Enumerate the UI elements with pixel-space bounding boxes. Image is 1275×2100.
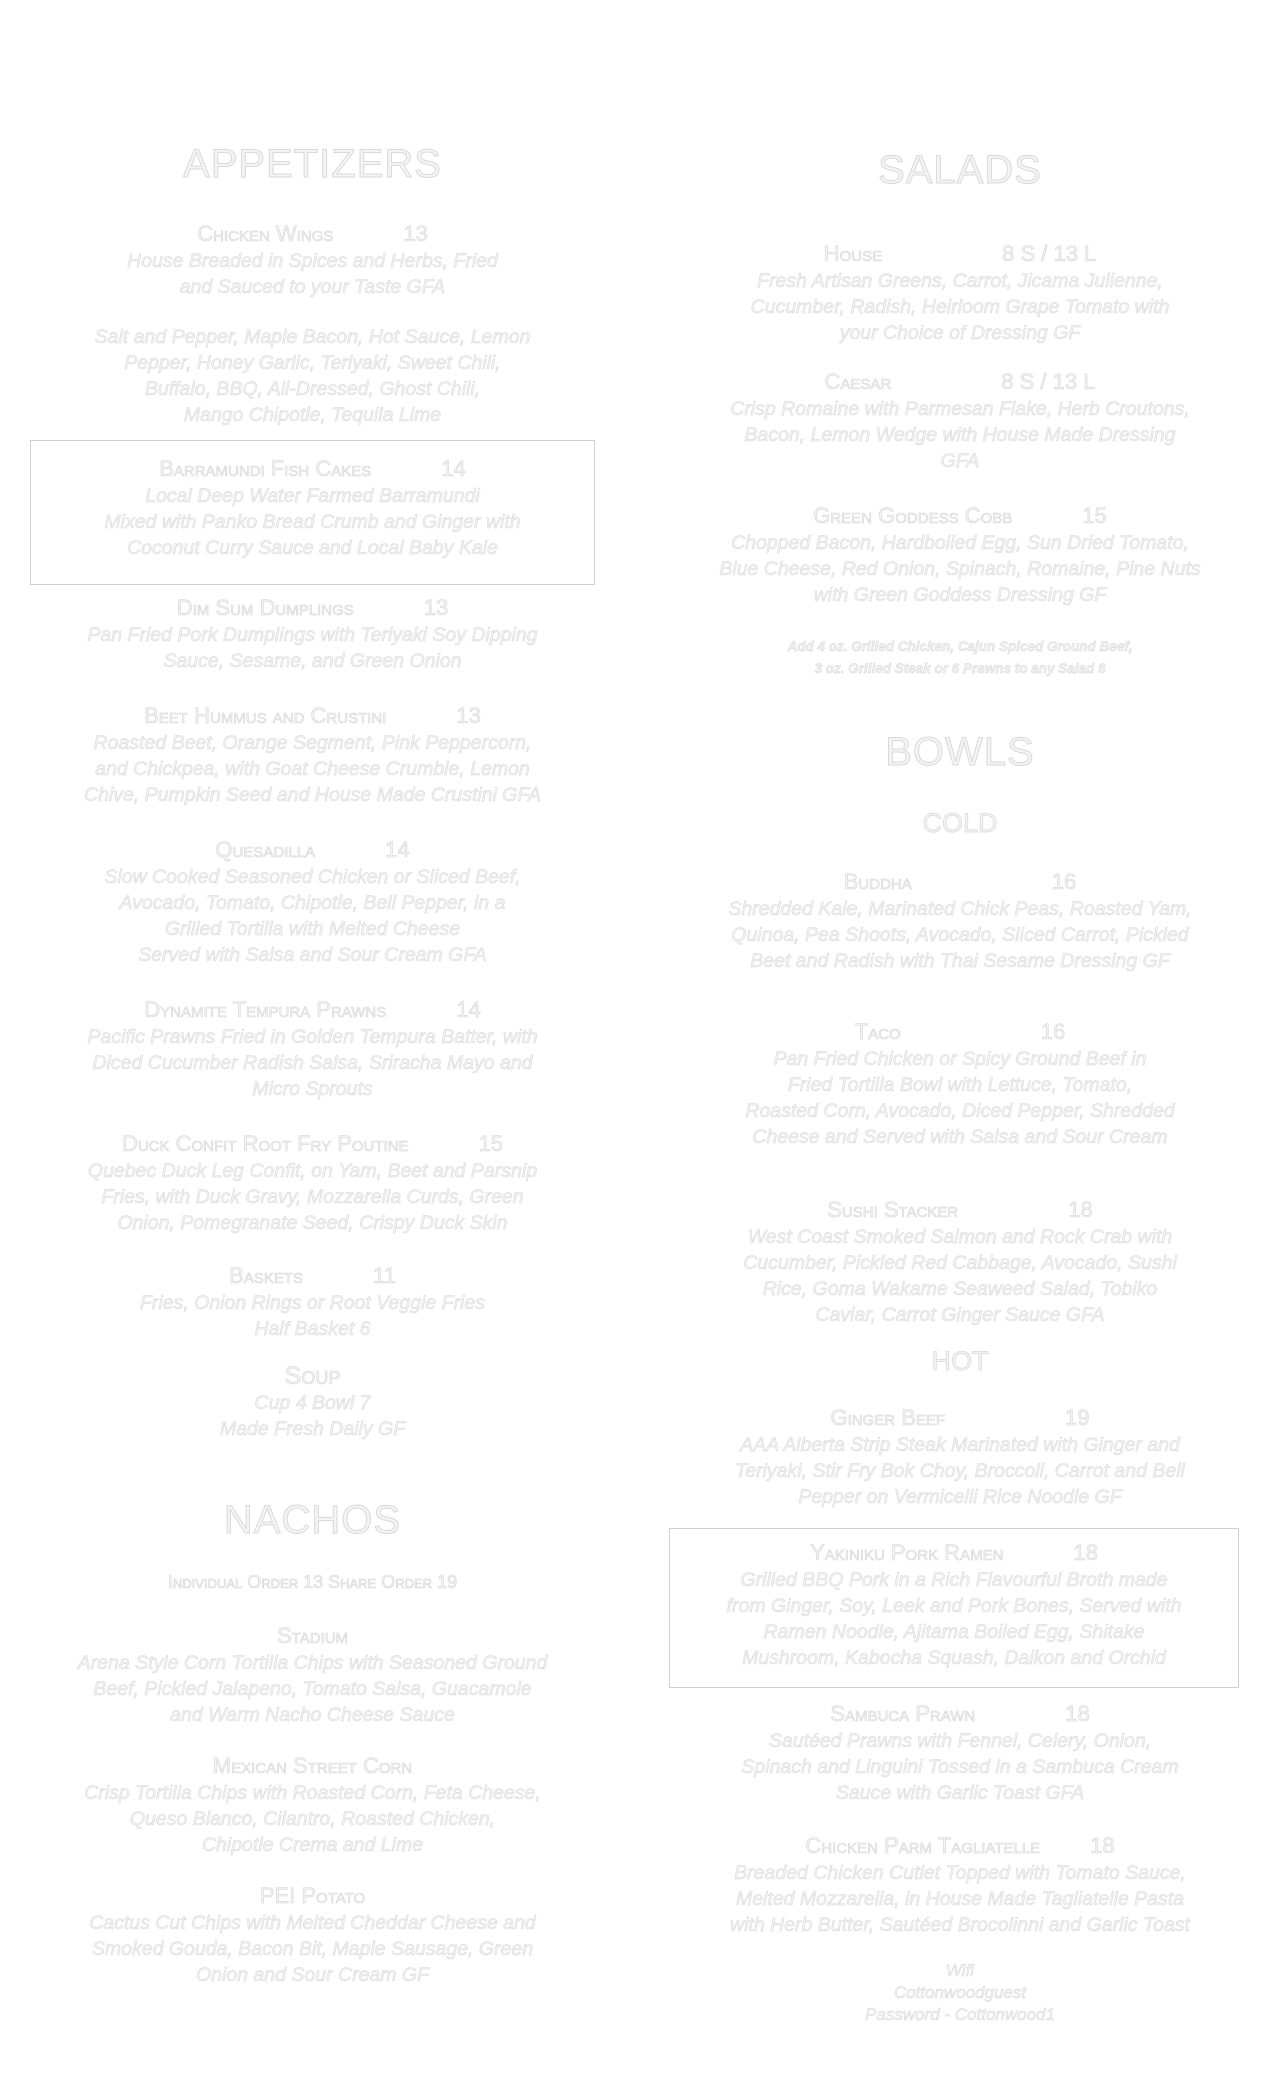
wifi-password: Password - Cottonwood1 bbox=[865, 2005, 1055, 2024]
item-name: Stadium bbox=[276, 1623, 349, 1648]
menu-item-fish-cakes bbox=[30, 440, 595, 585]
menu-item-dumplings bbox=[30, 594, 595, 674]
appetizers-title: APPETIZERS bbox=[183, 142, 442, 186]
item-name: Chicken Wings bbox=[197, 221, 334, 246]
item-description: Quebec Duck Leg Confit, on Yam, Beet and Parsnip Fries, with Duck Gravy, Mozzarella Curds, Green Onion, Pomegranate Seed, Crispy Duck Skin bbox=[87, 1160, 538, 1234]
item-name: Sushi Stacker bbox=[827, 1197, 959, 1222]
item-description: Pan Fried Chicken or Spicy Ground Beef in Fried Tortilla Bowl with Lettuce, Tomato, Roasted Corn, Avocado, Diced Pepper, Shredded Cheese and Served with Salsa and Sour Cream bbox=[745, 1048, 1175, 1148]
item-description: Pacific Prawns Fried in Golden Tempura Batter, with Diced Cucumber Radish Salsa, Sriracha Mayo and Micro Sprouts bbox=[87, 1026, 538, 1100]
item-name: Taco bbox=[854, 1019, 901, 1044]
item-price: 13 bbox=[423, 595, 449, 620]
cold-subtitle: COLD bbox=[922, 808, 998, 838]
item-description: Roasted Beet, Orange Segment, Pink Peppercorn, and Chickpea, with Goat Cheese Crumble, Lemon Chive, Pumpkin Seed and House Made Crustini GFA bbox=[83, 732, 542, 806]
bowls-title: BOWLS bbox=[885, 730, 1035, 774]
menu-item-chicken-wings bbox=[30, 220, 595, 428]
item-name: Dim Sum Dumplings bbox=[176, 595, 354, 620]
salad-add-on-note: Add 4 oz. Grilled Chicken, Cajun Spiced Ground Beef, 3 oz. Grilled Steak or 6 Prawns to any Salad 6 bbox=[787, 639, 1133, 676]
hot-subtitle: HOT bbox=[931, 1346, 989, 1376]
menu-item-ginger-beef bbox=[675, 1404, 1245, 1510]
item-price: 15 bbox=[478, 1131, 504, 1156]
item-name: Green Goddess Cobb bbox=[813, 503, 1013, 528]
item-description: Fries, Onion Rings or Root Veggie Fries Half Basket 6 bbox=[139, 1292, 485, 1340]
menu-item-baskets bbox=[30, 1262, 595, 1342]
nachos-order-prices bbox=[30, 1568, 595, 1596]
item-description: Slow Cooked Seasoned Chicken or Sliced Beef, Avocado, Tomato, Chipotle, Bell Pepper, in a Grilled Tortilla with Melted Cheese Served with Salsa and Sour Cream GFA bbox=[104, 866, 521, 966]
item-price: 8 S / 13 L bbox=[1002, 241, 1097, 266]
menu-item-quesadilla bbox=[30, 836, 595, 968]
item-price: 18 bbox=[1068, 1197, 1093, 1222]
item-description: Crisp Romaine with Parmesan Flake, Herb Croutons, Bacon, Lemon Wedge with House Made Dressing GFA bbox=[730, 398, 1190, 472]
item-name: Chicken Parm Tagliatelle bbox=[805, 1833, 1041, 1858]
item-price: 14 bbox=[456, 997, 481, 1022]
item-price: 8 S / 13 L bbox=[1001, 369, 1096, 394]
item-description: Chopped Bacon, Hardboiled Egg, Sun Dried Tomato, Blue Cheese, Red Onion, Spinach, Romaine, Pine Nuts with Green Goddess Dressing GF bbox=[719, 532, 1201, 606]
item-price: 13 bbox=[456, 703, 481, 728]
item-description: Cactus Cut Chips with Melted Cheddar Cheese and Smoked Gouda, Bacon Bit, Maple Sausage, Green Onion and Sour Cream GF bbox=[89, 1912, 536, 1986]
item-description: Cup 4 Bowl 7 Made Fresh Daily GF bbox=[219, 1392, 406, 1440]
menu-item-sushi-stacker bbox=[675, 1196, 1245, 1328]
item-price: 18 bbox=[1090, 1833, 1115, 1858]
item-price: 18 bbox=[1073, 1540, 1098, 1565]
menu-item-pei-potato bbox=[30, 1882, 595, 1988]
item-price: 13 bbox=[403, 221, 428, 246]
item-description: Sautéed Prawns with Fennel, Celery, Onion, Spinach and Linguini Tossed in a Sambuca Cream Sauce with Garlic Toast GFA bbox=[741, 1730, 1179, 1804]
item-price: 18 bbox=[1065, 1701, 1090, 1726]
item-description: West Coast Smoked Salmon and Rock Crab with Cucumber, Pickled Red Cabbage, Avocado, Sushi Rice, Goma Wakame Seaweed Salad, Tobiko Caviar, Carrot Ginger Sauce GFA bbox=[743, 1226, 1177, 1326]
item-name: Caesar bbox=[824, 369, 892, 394]
item-description: Local Deep Water Farmed Barramundi Mixed with Panko Bread Crumb and Ginger with Coconut Curry Sauce and Local Baby Kale bbox=[104, 485, 521, 559]
item-name: Beet Hummus and Crustini bbox=[144, 703, 387, 728]
menu-item-stadium bbox=[30, 1622, 595, 1728]
item-description: AAA Alberta Strip Steak Marinated with Ginger and Teriyaki, Stir Fry Bok Choy, Broccoli, Carrot and Bell Pepper on Vermicelli Rice Noodle GF bbox=[735, 1434, 1185, 1508]
item-name: House bbox=[823, 241, 883, 266]
item-description: House Breaded in Spices and Herbs, Fried and Sauced to your Taste GFA bbox=[127, 250, 498, 298]
item-description: Crisp Tortilla Chips with Roasted Corn, Feta Cheese, Queso Blanco, Cilantro, Roasted Chicken, Chipotle Crema and Lime bbox=[84, 1782, 541, 1856]
order-line: Individual Order 13 Share Order 19 bbox=[167, 1572, 458, 1592]
menu-item-buddha-bowl bbox=[675, 868, 1245, 974]
menu-item-soup bbox=[30, 1362, 595, 1442]
item-price: 14 bbox=[441, 456, 466, 481]
menu-item-poutine bbox=[30, 1130, 595, 1236]
menu-item-pork-ramen bbox=[669, 1528, 1239, 1688]
wifi-network: Cottonwoodguest bbox=[893, 1983, 1027, 2002]
item-price: 14 bbox=[385, 837, 410, 862]
item-name: Buddha bbox=[843, 869, 912, 894]
item-price: 16 bbox=[1051, 869, 1077, 894]
item-price: 11 bbox=[373, 1263, 396, 1288]
item-name: Soup bbox=[284, 1362, 341, 1390]
menu-item-tempura-prawns bbox=[30, 996, 595, 1102]
item-description: Fresh Artisan Greens, Carrot, Jicama Julienne, Cucumber, Radish, Heirloom Grape Tomato with your Choice of Dressing GF bbox=[750, 270, 1170, 344]
nachos-title: NACHOS bbox=[223, 1498, 402, 1542]
menu-item-taco-bowl bbox=[675, 1018, 1245, 1150]
menu-item-cobb-salad bbox=[675, 502, 1245, 608]
wifi-label: Wifi bbox=[945, 1961, 975, 1980]
item-description: Breaded Chicken Cutlet Topped with Tomato Sauce, Melted Mozzarella, in House Made Tagliatelle Pasta with Herb Butter, Sautéed Brocolinni and Garlic Toast bbox=[730, 1862, 1190, 1936]
item-description: Shredded Kale, Marinated Chick Peas, Roasted Yam, Quinoa, Pea Shoots, Avocado, Sliced Carrot, Pickled Beet and Radish with Thai Sesame Dressing GF bbox=[728, 898, 1192, 972]
item-price: 15 bbox=[1082, 503, 1107, 528]
menu-item-house-salad bbox=[675, 240, 1245, 346]
menu-item-beet-hummus bbox=[30, 702, 595, 808]
menu-item-sambuca-prawn bbox=[675, 1700, 1245, 1806]
item-name: Mexican Street Corn bbox=[212, 1753, 413, 1778]
item-name: Barramundi Fish Cakes bbox=[159, 456, 372, 481]
item-name: Dynamite Tempura Prawns bbox=[144, 997, 387, 1022]
item-name: Quesadilla bbox=[215, 837, 316, 862]
item-name: Baskets bbox=[229, 1263, 304, 1288]
item-description: Grilled BBQ Pork in a Rich Flavourful Broth made from Ginger, Soy, Leek and Pork Bones, Served with Ramen Noodle, Ajitama Boiled Egg, Shitake Mushroom, Kabocha Squash, Daikon and Orchid bbox=[726, 1569, 1182, 1669]
item-price: 19 bbox=[1065, 1405, 1090, 1430]
item-description: Pan Fried Pork Dumplings with Teriyaki Soy Dipping Sauce, Sesame, and Green Onion bbox=[87, 624, 538, 672]
wifi-info bbox=[675, 1960, 1245, 2026]
salads-title: SALADS bbox=[878, 148, 1042, 192]
item-name: PEI Potato bbox=[259, 1883, 366, 1908]
item-price: 16 bbox=[1040, 1019, 1066, 1044]
item-name: Ginger Beef bbox=[830, 1405, 946, 1430]
wing-flavors: Salt and Pepper, Maple Bacon, Hot Sauce, Lemon Pepper, Honey Garlic, Teriyaki, Sweet Chili, Buffalo, BBQ, All-Dressed, Ghost Chili, Mango Chipotle, Tequila Lime bbox=[94, 326, 531, 426]
item-description: Arena Style Corn Tortilla Chips with Seasoned Ground Beef, Pickled Jalapeno, Tomato Salsa, Guacamole and Warm Nacho Cheese Sauce bbox=[77, 1652, 548, 1726]
menu-item-caesar-salad bbox=[675, 368, 1245, 474]
item-name: Duck Confit Root Fry Poutine bbox=[121, 1131, 409, 1156]
item-name: Yakiniku Pork Ramen bbox=[810, 1540, 1004, 1565]
menu-item-chicken-parm bbox=[675, 1832, 1245, 1938]
item-name: Sambuca Prawn bbox=[830, 1701, 976, 1726]
menu-item-street-corn bbox=[30, 1752, 595, 1858]
